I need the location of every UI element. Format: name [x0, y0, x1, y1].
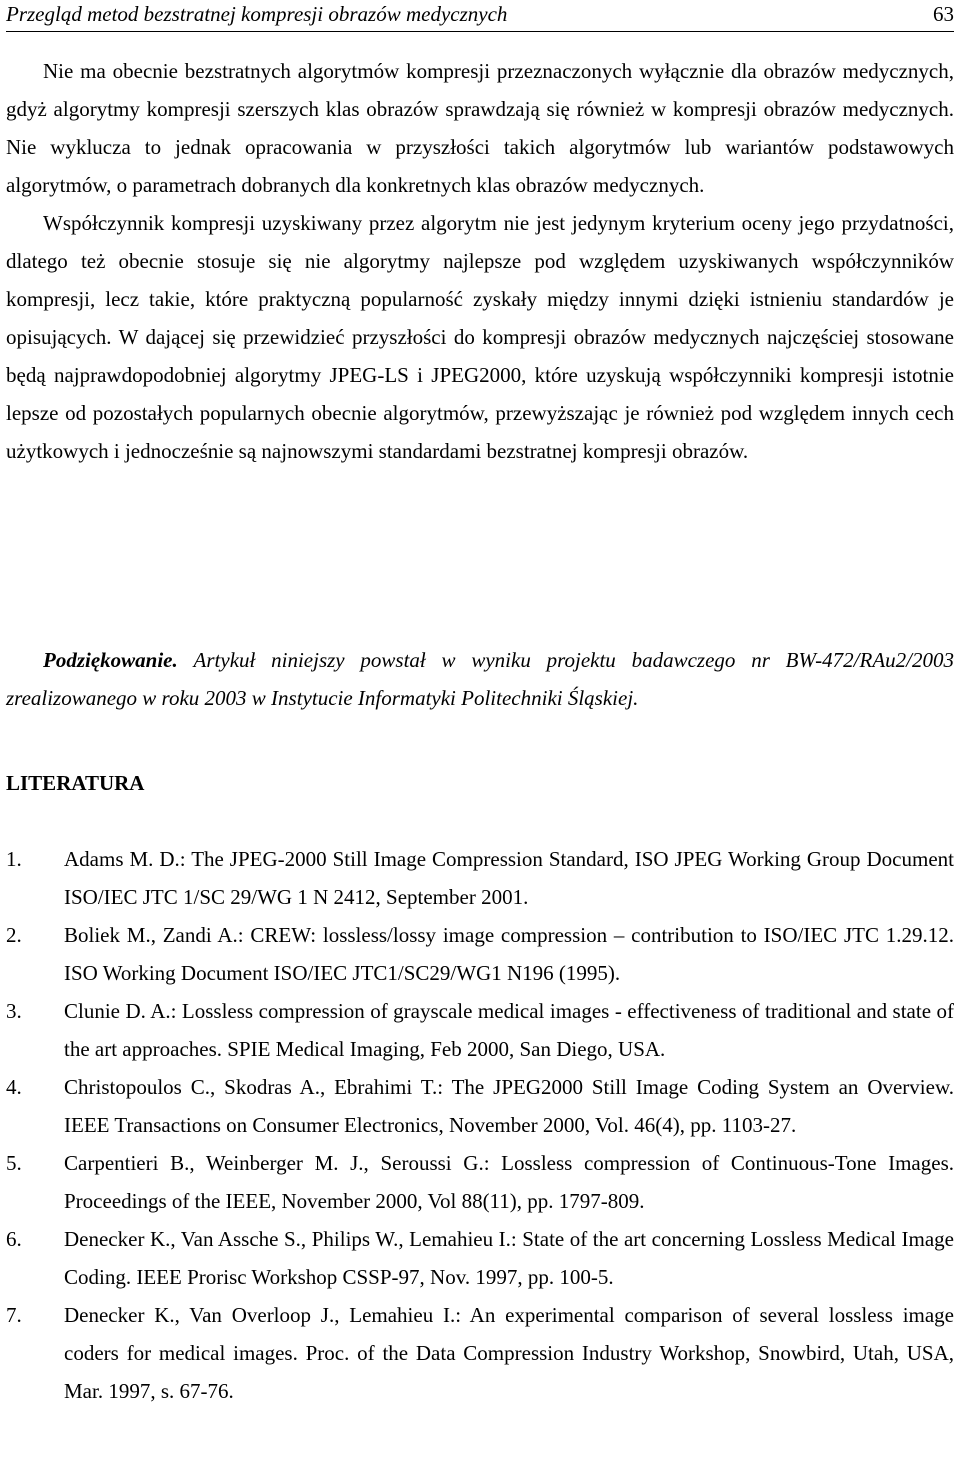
reference-text: Clunie D. A.: Lossless compression of grayscale medical images - effectiveness of traditional and state of the art approaches. SPIE Medical Imaging, Feb 2000, San Diego, USA. — [64, 999, 954, 1061]
reference-text: Denecker K., Van Assche S., Philips W., Lemahieu I.: State of the art concerning Lossless Medical Image Coding. IEEE Prorisc Workshop CSSP-97, Nov. 1997, pp. 100-5. — [64, 1227, 954, 1289]
reference-item — [6, 916, 954, 992]
reference-item — [6, 1068, 954, 1144]
reference-item — [6, 1220, 954, 1296]
acknowledgement-text: Artykuł niniejszy powstał w wyniku projektu badawczego nr BW-472/RAu2/2003 zrealizowanego w roku 2003 w Instytucie Informatyki Politechniki Śląskiej. — [6, 648, 955, 710]
reference-number: 4. — [6, 1075, 22, 1099]
reference-text: Christopoulos C., Skodras A., Ebrahimi T.: The JPEG2000 Still Image Coding System an Overview. IEEE Transactions on Consumer Electronics, November 2000, Vol. 46(4), pp. 1103-27. — [64, 1075, 954, 1137]
reference-item — [6, 840, 954, 916]
reference-item — [6, 1144, 954, 1220]
reference-text: Adams M. D.: The JPEG-2000 Still Image Compression Standard, ISO JPEG Working Group Document ISO/IEC JTC 1/SC 29/WG 1 N 2412, September 2001. — [64, 847, 954, 909]
body-paragraph: Nie ma obecnie bezstratnych algorytmów kompresji przeznaczonych wyłącznie dla obrazów medycznych, gdyż algorytmy kompresji szerszych klas obrazów sprawdzają się również w kompresji obrazów medycznych. Nie wyklucza to jednak opracowania w przyszłości takich algorytmów lub wariantów podstawowych algorytmów, o parametrach dobranych dla konkretnych klas obrazów medycznych. — [6, 59, 954, 197]
reference-number: 5. — [6, 1151, 22, 1175]
running-header-title: Przegląd metod bezstratnej kompresji obrazów medycznych — [6, 2, 508, 26]
reference-number: 7. — [6, 1303, 22, 1327]
reference-text: Carpentieri B., Weinberger M. J., Seroussi G.: Lossless compression of Continuous-Tone Images. Proceedings of the IEEE, November 2000, Vol 88(11), pp. 1797-809. — [64, 1151, 954, 1213]
body-paragraph: Współczynnik kompresji uzyskiwany przez algorytm nie jest jedynym kryterium oceny jego przydatności, dlatego też obecnie stosuje się nie algorytmy najlepsze pod względem uzyskiwanych współczynników kompresji, lecz takie, które praktyczną popularność zyskały między innymi dzięki istnieniu standardów je opisujących. W dającej się przewidzieć przyszłości do kompresji obrazów medycznych najczęściej stosowane będą najprawdopodobniej algorytmy JPEG-LS i JPEG2000, które uzyskują współczynniki kompresji istotnie lepsze od pozostałych popularnych obecnie algorytmów, przewyższając je również pod względem innych cech użytkowych i jednocześnie są najnowszymi standardami bezstratnej kompresji obrazów. — [6, 211, 954, 463]
reference-number: 2. — [6, 923, 22, 947]
reference-number: 1. — [6, 847, 22, 871]
reference-number: 6. — [6, 1227, 22, 1251]
page-number: 63 — [933, 2, 954, 26]
reference-item — [6, 1296, 954, 1410]
reference-text: Boliek M., Zandi A.: CREW: lossless/lossy image compression – contribution to ISO/IEC JTC 1.29.12. ISO Working Document ISO/IEC JTC1/SC29/WG1 N196 (1995). — [64, 923, 954, 985]
references-list — [6, 840, 954, 1410]
running-header — [6, 0, 954, 32]
acknowledgement — [6, 641, 954, 717]
reference-text: Denecker K., Van Overloop J., Lemahieu I.: An experimental comparison of several lossless image coders for medical images. Proc. of the Data Compression Industry Workshop, Snowbird, Utah, USA, Mar. 1997, s. 67-76. — [64, 1303, 954, 1403]
reference-item — [6, 992, 954, 1068]
reference-number: 3. — [6, 999, 22, 1023]
body-text — [6, 52, 954, 470]
references-heading: LITERATURA — [6, 771, 145, 795]
acknowledgement-label: Podziękowanie. — [43, 648, 178, 672]
